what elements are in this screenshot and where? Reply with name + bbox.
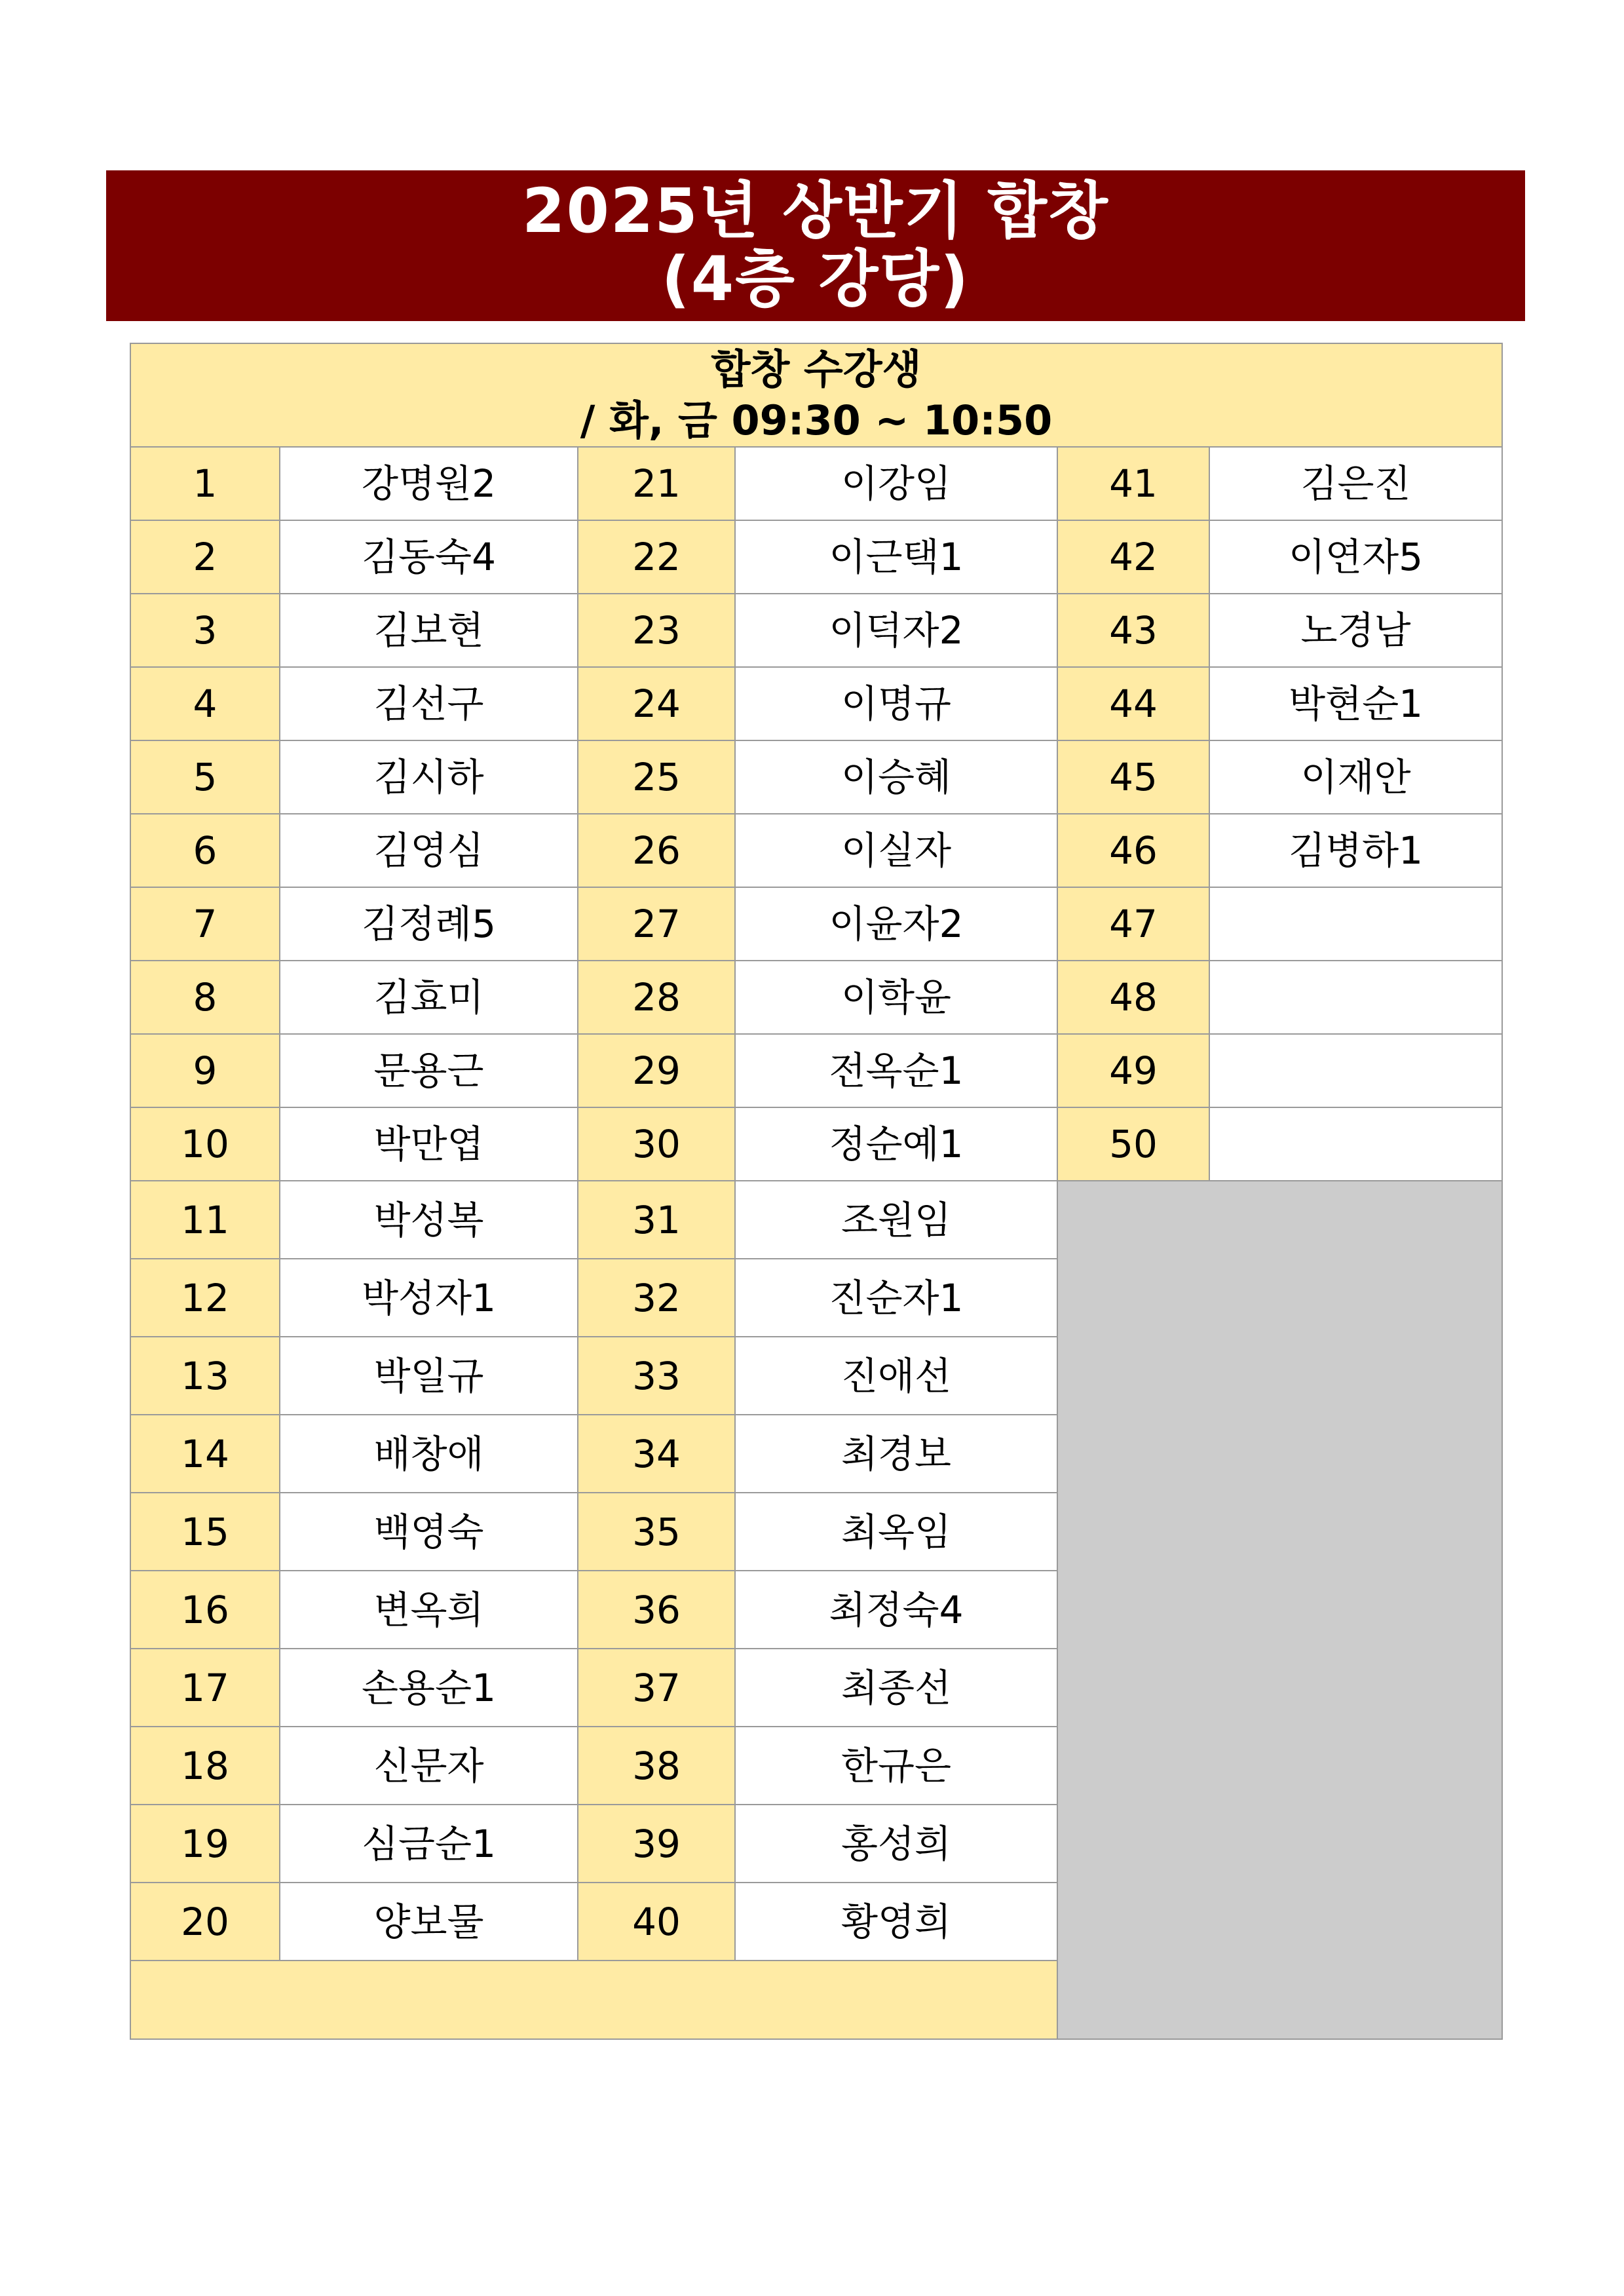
- member-number: 2: [130, 520, 280, 594]
- member-name: 신문자: [280, 1727, 578, 1805]
- member-name: 이덕자2: [735, 594, 1057, 667]
- class-schedule: / 화, 금 09:30 ~ 10:50: [580, 396, 1053, 444]
- member-number: 1: [130, 447, 280, 520]
- member-number: 24: [578, 667, 735, 740]
- member-number: 43: [1057, 594, 1209, 667]
- member-number: 46: [1057, 814, 1209, 887]
- member-name: 김병하1: [1209, 814, 1502, 887]
- member-number: 22: [578, 520, 735, 594]
- table-row: [130, 667, 1502, 740]
- member-number: 6: [130, 814, 280, 887]
- roster-table: [130, 343, 1503, 2040]
- member-name: 김정례5: [280, 887, 578, 961]
- member-number: 26: [578, 814, 735, 887]
- member-name: 이승혜: [735, 740, 1057, 814]
- member-number: 23: [578, 594, 735, 667]
- member-name: 이근택1: [735, 520, 1057, 594]
- member-number: 49: [1057, 1034, 1209, 1107]
- member-name: 김효미: [280, 961, 578, 1034]
- member-name: 최경보: [735, 1415, 1057, 1493]
- member-number: 17: [130, 1649, 280, 1727]
- title-banner: [106, 170, 1525, 321]
- member-name: 이재안: [1209, 740, 1502, 814]
- member-number: 40: [578, 1883, 735, 1961]
- member-number: 50: [1057, 1107, 1209, 1181]
- member-name: 진애선: [735, 1337, 1057, 1415]
- member-name: 배창애: [280, 1415, 578, 1493]
- table-row: [130, 887, 1502, 961]
- table-row: [130, 594, 1502, 667]
- member-number: 16: [130, 1571, 280, 1649]
- member-name: 박성복: [280, 1181, 578, 1259]
- member-number: 5: [130, 740, 280, 814]
- member-number: 48: [1057, 961, 1209, 1034]
- member-name: 박성자1: [280, 1259, 578, 1337]
- member-name: 김보현: [280, 594, 578, 667]
- member-name: 이연자5: [1209, 520, 1502, 594]
- member-name: 이명규: [735, 667, 1057, 740]
- member-number: 38: [578, 1727, 735, 1805]
- member-name: 박현순1: [1209, 667, 1502, 740]
- member-name: 김은진: [1209, 447, 1502, 520]
- class-header: [130, 343, 1502, 447]
- member-name: 문용근: [280, 1034, 578, 1107]
- member-number: 4: [130, 667, 280, 740]
- member-name: 황영희: [735, 1883, 1057, 1961]
- member-number: 19: [130, 1805, 280, 1883]
- table-row: [130, 961, 1502, 1034]
- member-number: 25: [578, 740, 735, 814]
- member-number: 39: [578, 1805, 735, 1883]
- table-row: [130, 740, 1502, 814]
- member-name: 홍성희: [735, 1805, 1057, 1883]
- member-name: 이윤자2: [735, 887, 1057, 961]
- member-name: 박일규: [280, 1337, 578, 1415]
- member-name: 전옥순1: [735, 1034, 1057, 1107]
- empty-gray-area: [1057, 1181, 1502, 2039]
- table-row: [130, 1181, 1502, 1259]
- member-number: 34: [578, 1415, 735, 1493]
- member-name: 한규은: [735, 1727, 1057, 1805]
- table-row: [130, 520, 1502, 594]
- member-number: 31: [578, 1181, 735, 1259]
- member-number: 20: [130, 1883, 280, 1961]
- member-number: 8: [130, 961, 280, 1034]
- member-number: 27: [578, 887, 735, 961]
- member-name: 노경남: [1209, 594, 1502, 667]
- member-number: 35: [578, 1493, 735, 1571]
- class-name: 합창 수강생: [711, 345, 922, 393]
- member-name: 최정숙4: [735, 1571, 1057, 1649]
- member-name: 이학윤: [735, 961, 1057, 1034]
- title-line-2: (4층 강당): [661, 244, 970, 315]
- member-name: 이실자: [735, 814, 1057, 887]
- table-row: [130, 1107, 1502, 1181]
- member-name: 최종선: [735, 1649, 1057, 1727]
- member-number: 47: [1057, 887, 1209, 961]
- member-number: 14: [130, 1415, 280, 1493]
- member-number: 45: [1057, 740, 1209, 814]
- table-row: [130, 814, 1502, 887]
- member-number: 12: [130, 1259, 280, 1337]
- table-row: [130, 1034, 1502, 1107]
- member-number: 32: [578, 1259, 735, 1337]
- member-number: 36: [578, 1571, 735, 1649]
- member-name: 강명원2: [280, 447, 578, 520]
- member-number: 29: [578, 1034, 735, 1107]
- member-number: 15: [130, 1493, 280, 1571]
- member-number: 18: [130, 1727, 280, 1805]
- member-name: [1209, 1034, 1502, 1107]
- member-name: 김영심: [280, 814, 578, 887]
- member-number: 3: [130, 594, 280, 667]
- roster-body: [130, 343, 1502, 2039]
- member-number: 33: [578, 1337, 735, 1415]
- member-number: 37: [578, 1649, 735, 1727]
- member-name: 김동숙4: [280, 520, 578, 594]
- member-name: 양보물: [280, 1883, 578, 1961]
- member-name: 김시하: [280, 740, 578, 814]
- member-name: [1209, 887, 1502, 961]
- member-number: 42: [1057, 520, 1209, 594]
- member-number: 30: [578, 1107, 735, 1181]
- member-name: 진순자1: [735, 1259, 1057, 1337]
- footer-blank-cell: [130, 1961, 1057, 2039]
- member-name: 손용순1: [280, 1649, 578, 1727]
- member-name: 조원임: [735, 1181, 1057, 1259]
- member-name: [1209, 1107, 1502, 1181]
- member-number: 21: [578, 447, 735, 520]
- member-number: 11: [130, 1181, 280, 1259]
- member-name: 박만엽: [280, 1107, 578, 1181]
- title-line-1: 2025년 상반기 합창: [522, 176, 1109, 247]
- table-row: [130, 447, 1502, 520]
- class-header-row: [130, 343, 1502, 447]
- member-number: 10: [130, 1107, 280, 1181]
- member-name: 최옥임: [735, 1493, 1057, 1571]
- member-name: [1209, 961, 1502, 1034]
- member-name: 이강임: [735, 447, 1057, 520]
- member-number: 9: [130, 1034, 280, 1107]
- member-name: 정순예1: [735, 1107, 1057, 1181]
- member-name: 변옥희: [280, 1571, 578, 1649]
- member-name: 심금순1: [280, 1805, 578, 1883]
- member-name: 김선구: [280, 667, 578, 740]
- member-number: 28: [578, 961, 735, 1034]
- member-name: 백영숙: [280, 1493, 578, 1571]
- member-number: 13: [130, 1337, 280, 1415]
- member-number: 41: [1057, 447, 1209, 520]
- member-number: 44: [1057, 667, 1209, 740]
- member-number: 7: [130, 887, 280, 961]
